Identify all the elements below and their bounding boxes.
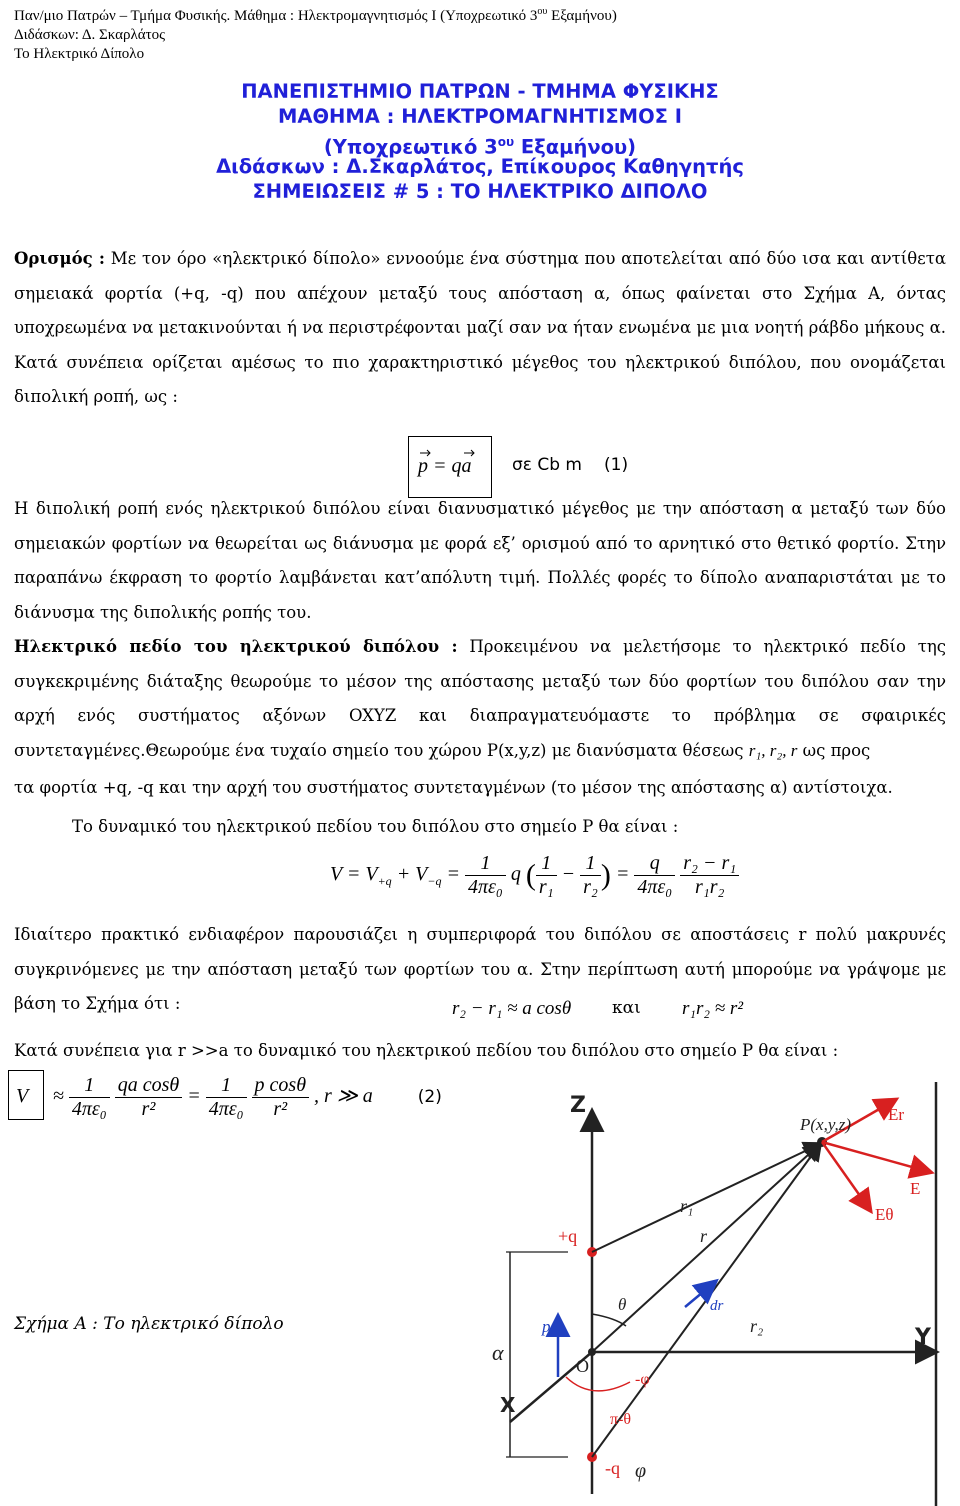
title-line-3-sup: ου — [497, 135, 515, 149]
field-text-4: Το δυναμικό του ηλεκτρικού πεδίου του διπόλου στο σημείο P θα είναι : — [72, 817, 679, 836]
eq3-frac-2-den: r² — [141, 1098, 156, 1120]
r-vector — [592, 1144, 820, 1352]
eq2-lhs: V = V — [330, 863, 378, 886]
para3-text: Ιδιαίτερο πρακτικό ενδιαφέρον παρουσιάζει η συμπεριφορά του διπόλου σε αποστάσεις r πολύ μακρυνές συγκρινόμενες με την απόσταση μεταξύ των φορτίων του α. Στην περίπτωση αυτή μπορούμε να γράψομε με βάση το Σχήμα ότι : — [14, 925, 946, 1013]
approx-1: r₂ − r₁ ≈ a cosθ — [452, 998, 572, 1019]
vector-arrows-eq1 — [416, 447, 486, 459]
label-etheta: Eθ — [875, 1205, 894, 1224]
eq2-frac-2-num: 1 — [536, 852, 557, 876]
label-r2: r₂ — [750, 1316, 764, 1336]
header-line-2: Διδάσκων: Δ. Σκαρλάτος — [14, 27, 166, 43]
header-line-3: Το Ηλεκτρικό Δίπολο — [14, 46, 145, 62]
label-minus-phi: -φ — [635, 1371, 650, 1388]
eq2-frac-1 — [465, 852, 506, 899]
phi-arc — [566, 1377, 630, 1391]
equation-1-units: σε Cb m — [512, 455, 582, 475]
eq2-frac-4-den: 4πε₀ — [637, 876, 673, 898]
eq3-frac-4-den: r² — [273, 1098, 288, 1120]
eq3-frac-1-num: 1 — [69, 1074, 110, 1098]
field-paragraph — [14, 630, 946, 768]
eq3-frac-1-den: 4πε₀ — [71, 1098, 107, 1120]
label-er: Er — [888, 1105, 905, 1124]
eq2-frac-3-den: r₂ — [583, 876, 598, 898]
eq2-frac-5-num: r₂ − r₁ — [680, 852, 739, 876]
eq3-frac-1 — [69, 1074, 110, 1121]
eq3-approx: ≈ — [52, 1085, 64, 1108]
label-x: X — [500, 1393, 516, 1417]
label-phi: φ — [635, 1460, 647, 1482]
definition-label: Ορισμός : — [14, 249, 105, 268]
eq2-frac-5 — [680, 852, 739, 899]
eq3-eq: = — [187, 1085, 201, 1108]
title-line-1: ΠΑΝΕΠΙΣΤΗΜΙΟ ΠΑΤΡΩΝ - ΤΜΗΜΑ ΦΥΣΙΚΗΣ — [241, 80, 719, 103]
label-z: Z — [570, 1093, 586, 1118]
label-y: Y — [915, 1325, 931, 1350]
title-line-4: Διδάσκων : Δ.Σκαρλάτος, Επίκουρος Καθηγητής — [216, 155, 744, 178]
label-r: r — [700, 1226, 708, 1246]
label-plus-q: +q — [558, 1226, 578, 1246]
eq2-frac-1-den: 4πε₀ — [468, 876, 503, 898]
eq3-frac-3 — [206, 1074, 247, 1121]
label-p-point: P(x,y,z) — [800, 1115, 851, 1134]
field-text-3: τα φορτία +q, -q και την αρχή του συστήματος συντεταγμένων (το μέσον της απόστασης α) αντίστοιχα. — [14, 778, 893, 797]
far-field-conclusion: Κατά συνέπεια για r >>a το δυναμικό του ηλεκτρικού πεδίου του διπόλου στο σημείο P θα είναι : — [14, 1041, 839, 1060]
eq2-eq2: = — [615, 863, 630, 886]
field-label: Ηλεκτρικό πεδίο του ηλεκτρικού διπόλου : — [14, 637, 458, 656]
eq2-q: q — [510, 863, 521, 886]
header-line-1-end: Εξαμήνου) — [547, 8, 617, 24]
eq2-frac-5-den: r₁r₂ — [694, 876, 725, 898]
eq3-frac-3-den: 4πε₀ — [208, 1098, 244, 1120]
label-theta: θ — [618, 1295, 627, 1314]
running-header — [14, 2, 617, 64]
eq3-frac-2 — [115, 1074, 182, 1121]
eq2-frac-3 — [580, 852, 601, 899]
approx-2: r₁r₂ ≈ r² — [682, 998, 744, 1019]
title-line-5: ΣΗΜΕΙΩΣΕΙΣ # 5 : ΤΟ ΗΛΕΚΤΡΙΚΟ ΔΙΠΟΛΟ — [252, 180, 708, 203]
eq2-frac-1-num: 1 — [465, 852, 506, 876]
eq3-frac-2-num: qa cosθ — [115, 1074, 182, 1098]
label-e: E — [910, 1179, 921, 1198]
equation-1-formula: p = qa — [418, 455, 472, 477]
title-line-3a: (Υποχρεωτικό 3 — [323, 135, 498, 159]
approx-and: και — [612, 998, 641, 1018]
e-vector — [822, 1142, 930, 1172]
figure-caption: Σχήμα Α : Το ηλεκτρικό δίπολο — [14, 1314, 284, 1334]
label-dr: dr — [710, 1298, 724, 1314]
eq2-frac-2-den: r₁ — [538, 876, 554, 898]
equation-1-number: (1) — [604, 455, 629, 475]
label-pi-theta: π-θ — [610, 1411, 632, 1428]
label-r1: r₁ — [680, 1196, 694, 1216]
field-text-2: ως προς — [797, 740, 871, 760]
eq2-frac-3-num: 1 — [580, 852, 601, 876]
field-text-1: Προκειμένου να μελετήσομε το ηλεκτρικό πεδίο της συγκεκριμένης διάταξης θεωρούμε το μέσον της απόστασης μεταξύ των δύο φορτίων του διπόλου σαν την αρχή ενός συστήματος αξόνων OXYZ και διαπραγματευόμαστε το πρόβλημα σε σφαιρικές συντεταγμένες.Θεωρούμε ένα τυχαίο σημείο του χώρου P(x,y,z) με διανύσματα θέσεως — [14, 637, 946, 760]
eq3-v: V — [16, 1085, 28, 1108]
definition-paragraph — [14, 242, 946, 415]
label-o: O — [576, 1356, 589, 1376]
eq2-frac-4-num: q — [634, 852, 675, 876]
title-line-3b: Εξαμήνου) — [514, 135, 637, 159]
header-line-1: Παν/μιο Πατρών – Τμήμα Φυσικής. Μάθημα : Ηλεκτρομαγνητισμός Ι (Υποχρεωτικό 3 — [14, 8, 538, 24]
eq2-sub-plus: +q — [377, 874, 392, 889]
label-minus-q: -q — [605, 1458, 620, 1478]
label-alpha: α — [492, 1340, 504, 1365]
eq3-frac-3-num: 1 — [206, 1074, 247, 1098]
eq3-cond: , r ≫ a — [314, 1085, 373, 1108]
position-vectors: r₁, r₂, r — [748, 740, 798, 760]
eq2-minus: − — [561, 863, 576, 886]
eq2-sub-minus: −q — [427, 874, 442, 889]
eq3-frac-4-num: p cosθ — [252, 1074, 309, 1098]
equation-2: $V = V_{+q} + V_{-q}$ = $\frac{1}{\text{4πε₀}}$ q ( $\frac{1}{\text{r₁}}$ − $\frac{1}{\text{r₂}}$ ) = $\frac{q}{\text{4πε₀}}$ $\frac{\text{r₂ − r₁}}{\text{r₁r₂}}$ — [330, 852, 739, 899]
eq2-frac-2 — [536, 852, 557, 899]
definition-text: Με τον όρο «ηλεκτρικό δίπολο» εννοούμε ένα σύστημα που αποτελείται από δύο ισα και αντίθετα σημειακά φορτία (+q, -q) που απέχουν μεταξύ τους απόσταση α, όπως φαίνεται στο Σχήμα Α, όντας υποχρεωμένα να μετακινούνται ή να περιστρέφονται μαζί σαν να ήταν ενωμένα με μια νοητή ράβδο μήκους α. Κατά συνέπεια ορίζεται αμέσως το πιο χαρακτηριστικό μέγεθος του ηλεκτρικού διπόλου, που ονομάζεται διπολική ροπή, ως : — [14, 249, 946, 406]
dipole-moment-paragraph: Η διπολική ροπή ενός ηλεκτρικού διπόλου είναι διανυσματικό μέγεθος με την απόσταση α μεταξύ των δύο σημειακών φορτίων να θεωρείται ως διάνυσμα με φορά εξ’ ορισμού από το αρνητικό στο θετικό φορτίο. Στην παραπάνω έκφραση το φορτίο λαμβάνεται κατ’απόλυτη τιμή. Πολλές φορές το δίπολο αναπαριστάται με το διάνυσμα της διπολικής ροπής του. — [14, 499, 946, 622]
eq2-eq: = — [441, 863, 466, 886]
eq3-number: (2) — [417, 1087, 442, 1108]
eq3-frac-4 — [252, 1074, 309, 1121]
eq2-plus: + V — [391, 863, 428, 886]
label-p-vector: p — [542, 1317, 551, 1336]
header-line-1-sup: ου — [537, 6, 548, 17]
dipole-figure — [330, 1082, 960, 1506]
eq2-frac-4 — [634, 852, 675, 899]
title-line-2: ΜΑΘΗΜΑ : ΗΛΕΚΤΡΟΜΑΓΝΗΤΙΣΜΟΣ Ι — [277, 105, 683, 128]
theta-arc — [592, 1314, 626, 1326]
